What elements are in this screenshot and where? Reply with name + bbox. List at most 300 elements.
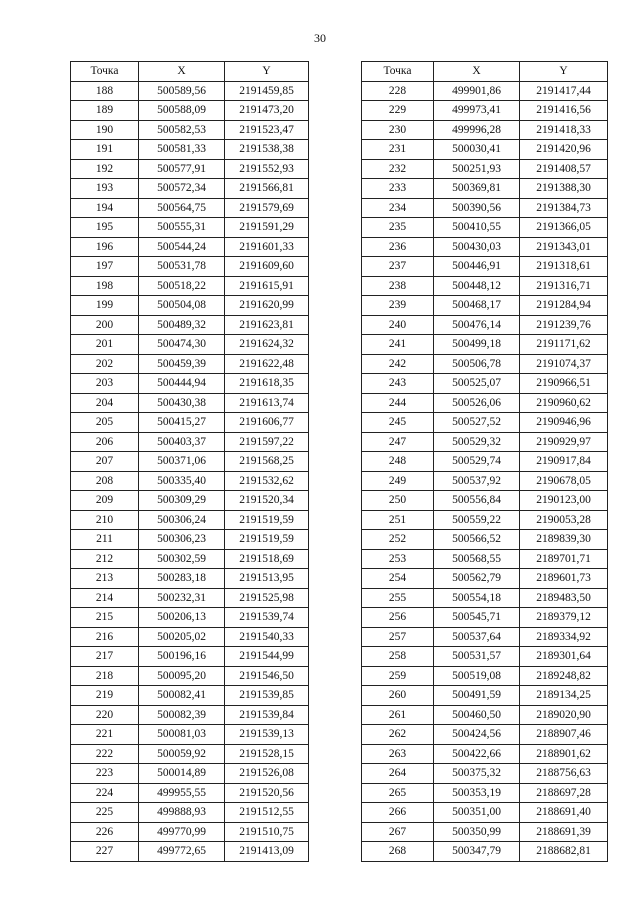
table-row: [362, 393, 608, 413]
cell-y: 2191566,81: [225, 179, 309, 199]
cell-x: 500562,79: [434, 569, 520, 589]
cell-x: 500529,74: [434, 452, 520, 472]
cell-x: 500568,55: [434, 549, 520, 569]
cell-point: 267: [362, 822, 434, 842]
table-row: [362, 179, 608, 199]
cell-x: 500476,14: [434, 315, 520, 335]
cell-point: 258: [362, 647, 434, 667]
cell-x: 500422,66: [434, 744, 520, 764]
table-row: [362, 491, 608, 511]
cell-point: 257: [362, 627, 434, 647]
table-row: [71, 803, 309, 823]
cell-point: 262: [362, 725, 434, 745]
cell-y: 2191171,62: [520, 335, 608, 355]
cell-y: 2190966,51: [520, 374, 608, 394]
cell-y: 2188691,39: [520, 822, 608, 842]
cell-point: 215: [71, 608, 139, 628]
cell-point: 197: [71, 257, 139, 277]
cell-y: 2191523,47: [225, 120, 309, 140]
table-row: [71, 491, 309, 511]
cell-point: 204: [71, 393, 139, 413]
cell-point: 202: [71, 354, 139, 374]
cell-y: 2191620,99: [225, 296, 309, 316]
cell-y: 2191519,59: [225, 510, 309, 530]
cell-y: 2191606,77: [225, 413, 309, 433]
table-row: [71, 413, 309, 433]
table-row: [362, 647, 608, 667]
cell-point: 194: [71, 198, 139, 218]
cell-x: 500095,20: [139, 666, 225, 686]
cell-y: 2191519,59: [225, 530, 309, 550]
cell-point: 216: [71, 627, 139, 647]
table-row: [362, 510, 608, 530]
table-row: [362, 101, 608, 121]
cell-x: 500564,75: [139, 198, 225, 218]
cell-x: 499772,65: [139, 842, 225, 862]
cell-y: 2191418,33: [520, 120, 608, 140]
cell-x: 500081,03: [139, 725, 225, 745]
cell-point: 217: [71, 647, 139, 667]
cell-y: 2191417,44: [520, 81, 608, 101]
cell-x: 500529,32: [434, 432, 520, 452]
cell-y: 2191459,85: [225, 81, 309, 101]
cell-point: 192: [71, 159, 139, 179]
cell-point: 195: [71, 218, 139, 238]
cell-x: 500491,59: [434, 686, 520, 706]
cell-point: 233: [362, 179, 434, 199]
table-row: [71, 666, 309, 686]
table-row: [362, 354, 608, 374]
cell-point: 229: [362, 101, 434, 121]
cell-point: 199: [71, 296, 139, 316]
cell-y: 2191539,84: [225, 705, 309, 725]
cell-y: 2191528,15: [225, 744, 309, 764]
table-row: [362, 471, 608, 491]
table-row: [71, 549, 309, 569]
cell-point: 218: [71, 666, 139, 686]
cell-x: 500544,24: [139, 237, 225, 257]
cell-x: 500474,30: [139, 335, 225, 355]
table-row: [71, 218, 309, 238]
table-row: [71, 374, 309, 394]
table-row: [362, 413, 608, 433]
cell-x: 500459,39: [139, 354, 225, 374]
cell-y: 2191510,75: [225, 822, 309, 842]
cell-x: 500588,09: [139, 101, 225, 121]
cell-point: 206: [71, 432, 139, 452]
table-row: [362, 374, 608, 394]
cell-point: 223: [71, 764, 139, 784]
cell-x: 500410,55: [434, 218, 520, 238]
cell-y: 2189134,25: [520, 686, 608, 706]
cell-x: 500566,52: [434, 530, 520, 550]
table-row: [362, 530, 608, 550]
cell-y: 2191539,74: [225, 608, 309, 628]
cell-point: 253: [362, 549, 434, 569]
cell-point: 255: [362, 588, 434, 608]
table-row: [71, 725, 309, 745]
table-row: [71, 608, 309, 628]
cell-point: 259: [362, 666, 434, 686]
cell-point: 226: [71, 822, 139, 842]
table-row: [362, 159, 608, 179]
cell-x: 500448,12: [434, 276, 520, 296]
cell-x: 500531,78: [139, 257, 225, 277]
table-row: [71, 159, 309, 179]
cell-y: 2190929,97: [520, 432, 608, 452]
table-row: [71, 510, 309, 530]
cell-x: 500082,41: [139, 686, 225, 706]
cell-point: 209: [71, 491, 139, 511]
cell-point: 211: [71, 530, 139, 550]
table-row: [362, 686, 608, 706]
table-row: [71, 315, 309, 335]
cell-x: 500351,00: [434, 803, 520, 823]
cell-x: 500371,06: [139, 452, 225, 472]
cell-x: 499973,41: [434, 101, 520, 121]
cell-x: 500460,50: [434, 705, 520, 725]
table-row: [362, 218, 608, 238]
table-row: [362, 140, 608, 160]
cell-y: 2189701,71: [520, 549, 608, 569]
cell-point: 251: [362, 510, 434, 530]
table-row: [71, 783, 309, 803]
cell-y: 2188682,81: [520, 842, 608, 862]
cell-y: 2189020,90: [520, 705, 608, 725]
table-row: [362, 842, 608, 862]
cell-x: 500059,92: [139, 744, 225, 764]
cell-point: 252: [362, 530, 434, 550]
cell-y: 2191539,13: [225, 725, 309, 745]
cell-x: 500504,08: [139, 296, 225, 316]
table-row: [71, 237, 309, 257]
cell-point: 227: [71, 842, 139, 862]
cell-y: 2188697,28: [520, 783, 608, 803]
cell-point: 241: [362, 335, 434, 355]
cell-x: 500206,13: [139, 608, 225, 628]
cell-y: 2191284,94: [520, 296, 608, 316]
table-row: [362, 549, 608, 569]
table-row: [362, 725, 608, 745]
cell-y: 2191624,32: [225, 335, 309, 355]
cell-point: 189: [71, 101, 139, 121]
cell-y: 2191343,01: [520, 237, 608, 257]
cell-point: 254: [362, 569, 434, 589]
cell-point: 228: [362, 81, 434, 101]
cell-point: 191: [71, 140, 139, 160]
cell-y: 2191316,71: [520, 276, 608, 296]
table-row: [362, 335, 608, 355]
header-y: Y: [520, 62, 608, 82]
cell-x: 500375,32: [434, 764, 520, 784]
cell-x: 500556,84: [434, 491, 520, 511]
cell-y: 2190123,00: [520, 491, 608, 511]
cell-point: 232: [362, 159, 434, 179]
cell-point: 221: [71, 725, 139, 745]
cell-y: 2191623,81: [225, 315, 309, 335]
table-row: [71, 569, 309, 589]
cell-point: 210: [71, 510, 139, 530]
cell-x: 500306,23: [139, 530, 225, 550]
table-row: [362, 608, 608, 628]
header-point: Точка: [71, 62, 139, 82]
cell-x: 500582,53: [139, 120, 225, 140]
cell-y: 2189483,50: [520, 588, 608, 608]
table-row: [362, 744, 608, 764]
cell-x: 500283,18: [139, 569, 225, 589]
cell-y: 2191622,48: [225, 354, 309, 374]
table-row: [71, 588, 309, 608]
cell-x: 500251,93: [434, 159, 520, 179]
cell-x: 500232,31: [139, 588, 225, 608]
cell-y: 2191520,34: [225, 491, 309, 511]
table-row: [71, 452, 309, 472]
table-row: [362, 822, 608, 842]
cell-y: 2191384,73: [520, 198, 608, 218]
cell-point: 256: [362, 608, 434, 628]
cell-y: 2190053,28: [520, 510, 608, 530]
table-row: [71, 686, 309, 706]
table-row: [71, 81, 309, 101]
cell-x: 500526,06: [434, 393, 520, 413]
cell-y: 2189301,64: [520, 647, 608, 667]
cell-x: 500545,71: [434, 608, 520, 628]
cell-x: 500335,40: [139, 471, 225, 491]
cell-y: 2191318,61: [520, 257, 608, 277]
coordinates-table-left: [70, 61, 309, 862]
cell-y: 2191591,29: [225, 218, 309, 238]
cell-x: 500302,59: [139, 549, 225, 569]
cell-point: 193: [71, 179, 139, 199]
table-row: [362, 627, 608, 647]
table-header-row: [71, 62, 309, 82]
cell-point: 239: [362, 296, 434, 316]
cell-y: 2191544,99: [225, 647, 309, 667]
cell-point: 207: [71, 452, 139, 472]
cell-point: 203: [71, 374, 139, 394]
cell-x: 500519,08: [434, 666, 520, 686]
table-row: [71, 179, 309, 199]
cell-x: 500347,79: [434, 842, 520, 862]
cell-x: 499901,86: [434, 81, 520, 101]
cell-point: 265: [362, 783, 434, 803]
cell-point: 200: [71, 315, 139, 335]
table-row: [71, 822, 309, 842]
cell-point: 213: [71, 569, 139, 589]
table-row: [71, 296, 309, 316]
cell-y: 2191074,37: [520, 354, 608, 374]
cell-point: 230: [362, 120, 434, 140]
cell-y: 2191512,55: [225, 803, 309, 823]
table-row: [362, 803, 608, 823]
cell-point: 248: [362, 452, 434, 472]
table-row: [71, 471, 309, 491]
cell-y: 2191416,56: [520, 101, 608, 121]
cell-y: 2191526,08: [225, 764, 309, 784]
table-row: [362, 666, 608, 686]
cell-y: 2191366,05: [520, 218, 608, 238]
header-x: X: [139, 62, 225, 82]
cell-point: 219: [71, 686, 139, 706]
page-number: 30: [314, 31, 326, 45]
cell-x: 500205,02: [139, 627, 225, 647]
table-row: [71, 354, 309, 374]
cell-y: 2191413,09: [225, 842, 309, 862]
cell-y: 2191601,33: [225, 237, 309, 257]
cell-point: 237: [362, 257, 434, 277]
cell-point: 247: [362, 432, 434, 452]
cell-x: 500499,18: [434, 335, 520, 355]
cell-y: 2191615,91: [225, 276, 309, 296]
cell-y: 2191618,35: [225, 374, 309, 394]
cell-x: 500353,19: [434, 783, 520, 803]
cell-x: 500531,57: [434, 647, 520, 667]
table-row: [362, 452, 608, 472]
table-row: [71, 764, 309, 784]
cell-x: 500554,18: [434, 588, 520, 608]
table-row: [71, 842, 309, 862]
cell-x: 499996,28: [434, 120, 520, 140]
cell-y: 2191613,74: [225, 393, 309, 413]
cell-point: 250: [362, 491, 434, 511]
cell-x: 500350,99: [434, 822, 520, 842]
cell-x: 500559,22: [434, 510, 520, 530]
cell-y: 2191552,93: [225, 159, 309, 179]
table-row: [362, 198, 608, 218]
cell-y: 2191532,62: [225, 471, 309, 491]
cell-x: 499770,99: [139, 822, 225, 842]
cell-x: 500369,81: [434, 179, 520, 199]
header-point: Точка: [362, 62, 434, 82]
cell-y: 2191420,96: [520, 140, 608, 160]
cell-x: 500196,16: [139, 647, 225, 667]
cell-point: 220: [71, 705, 139, 725]
cell-point: 266: [362, 803, 434, 823]
cell-point: 231: [362, 140, 434, 160]
cell-point: 201: [71, 335, 139, 355]
cell-y: 2190946,96: [520, 413, 608, 433]
cell-point: 243: [362, 374, 434, 394]
cell-point: 222: [71, 744, 139, 764]
cell-x: 499955,55: [139, 783, 225, 803]
cell-y: 2191525,98: [225, 588, 309, 608]
cell-y: 2189248,82: [520, 666, 608, 686]
cell-x: 500309,29: [139, 491, 225, 511]
cell-point: 245: [362, 413, 434, 433]
cell-x: 500430,38: [139, 393, 225, 413]
cell-y: 2191546,50: [225, 666, 309, 686]
header-x: X: [434, 62, 520, 82]
table-row: [362, 315, 608, 335]
cell-point: 208: [71, 471, 139, 491]
table-row: [71, 530, 309, 550]
cell-x: 500489,32: [139, 315, 225, 335]
cell-point: 263: [362, 744, 434, 764]
table-row: [362, 783, 608, 803]
table-row: [71, 276, 309, 296]
table-row: [71, 432, 309, 452]
table-row: [362, 432, 608, 452]
cell-point: 268: [362, 842, 434, 862]
cell-point: 190: [71, 120, 139, 140]
table-row: [362, 705, 608, 725]
table-row: [362, 764, 608, 784]
cell-y: 2188756,63: [520, 764, 608, 784]
table-row: [71, 744, 309, 764]
cell-y: 2189379,12: [520, 608, 608, 628]
table-row: [71, 335, 309, 355]
cell-y: 2188901,62: [520, 744, 608, 764]
cell-point: 205: [71, 413, 139, 433]
cell-point: 214: [71, 588, 139, 608]
cell-point: 234: [362, 198, 434, 218]
cell-x: 500403,37: [139, 432, 225, 452]
table-row: [71, 140, 309, 160]
cell-point: 264: [362, 764, 434, 784]
cell-x: 500537,92: [434, 471, 520, 491]
cell-point: 236: [362, 237, 434, 257]
cell-x: 500430,03: [434, 237, 520, 257]
table-row: [71, 120, 309, 140]
cell-x: 500444,94: [139, 374, 225, 394]
cell-y: 2191568,25: [225, 452, 309, 472]
table-row: [362, 120, 608, 140]
cell-point: 261: [362, 705, 434, 725]
cell-x: 500589,56: [139, 81, 225, 101]
cell-x: 500537,64: [434, 627, 520, 647]
table-row: [71, 705, 309, 725]
cell-y: 2191520,56: [225, 783, 309, 803]
cell-x: 500572,34: [139, 179, 225, 199]
cell-y: 2191579,69: [225, 198, 309, 218]
coordinates-table-right: [361, 61, 608, 862]
cell-x: 500446,91: [434, 257, 520, 277]
table-row: [362, 296, 608, 316]
cell-point: 238: [362, 276, 434, 296]
cell-y: 2188691,40: [520, 803, 608, 823]
cell-point: 242: [362, 354, 434, 374]
table-row: [362, 569, 608, 589]
cell-y: 2191388,30: [520, 179, 608, 199]
cell-x: 500030,41: [434, 140, 520, 160]
cell-x: 500306,24: [139, 510, 225, 530]
cell-point: 188: [71, 81, 139, 101]
cell-y: 2191539,85: [225, 686, 309, 706]
cell-x: 500014,89: [139, 764, 225, 784]
cell-point: 260: [362, 686, 434, 706]
cell-point: 212: [71, 549, 139, 569]
table-row: [71, 393, 309, 413]
table-row: [71, 257, 309, 277]
cell-point: 224: [71, 783, 139, 803]
table-row: [71, 198, 309, 218]
cell-y: 2191538,38: [225, 140, 309, 160]
cell-y: 2189601,73: [520, 569, 608, 589]
cell-x: 500082,39: [139, 705, 225, 725]
cell-y: 2191518,69: [225, 549, 309, 569]
header-y: Y: [225, 62, 309, 82]
table-row: [71, 101, 309, 121]
cell-x: 500527,52: [434, 413, 520, 433]
table-header-row: [362, 62, 608, 82]
table-row: [362, 81, 608, 101]
cell-y: 2191408,57: [520, 159, 608, 179]
table-row: [71, 627, 309, 647]
cell-x: 500390,56: [434, 198, 520, 218]
cell-y: 2190917,84: [520, 452, 608, 472]
table-row: [362, 276, 608, 296]
cell-x: 500424,56: [434, 725, 520, 745]
